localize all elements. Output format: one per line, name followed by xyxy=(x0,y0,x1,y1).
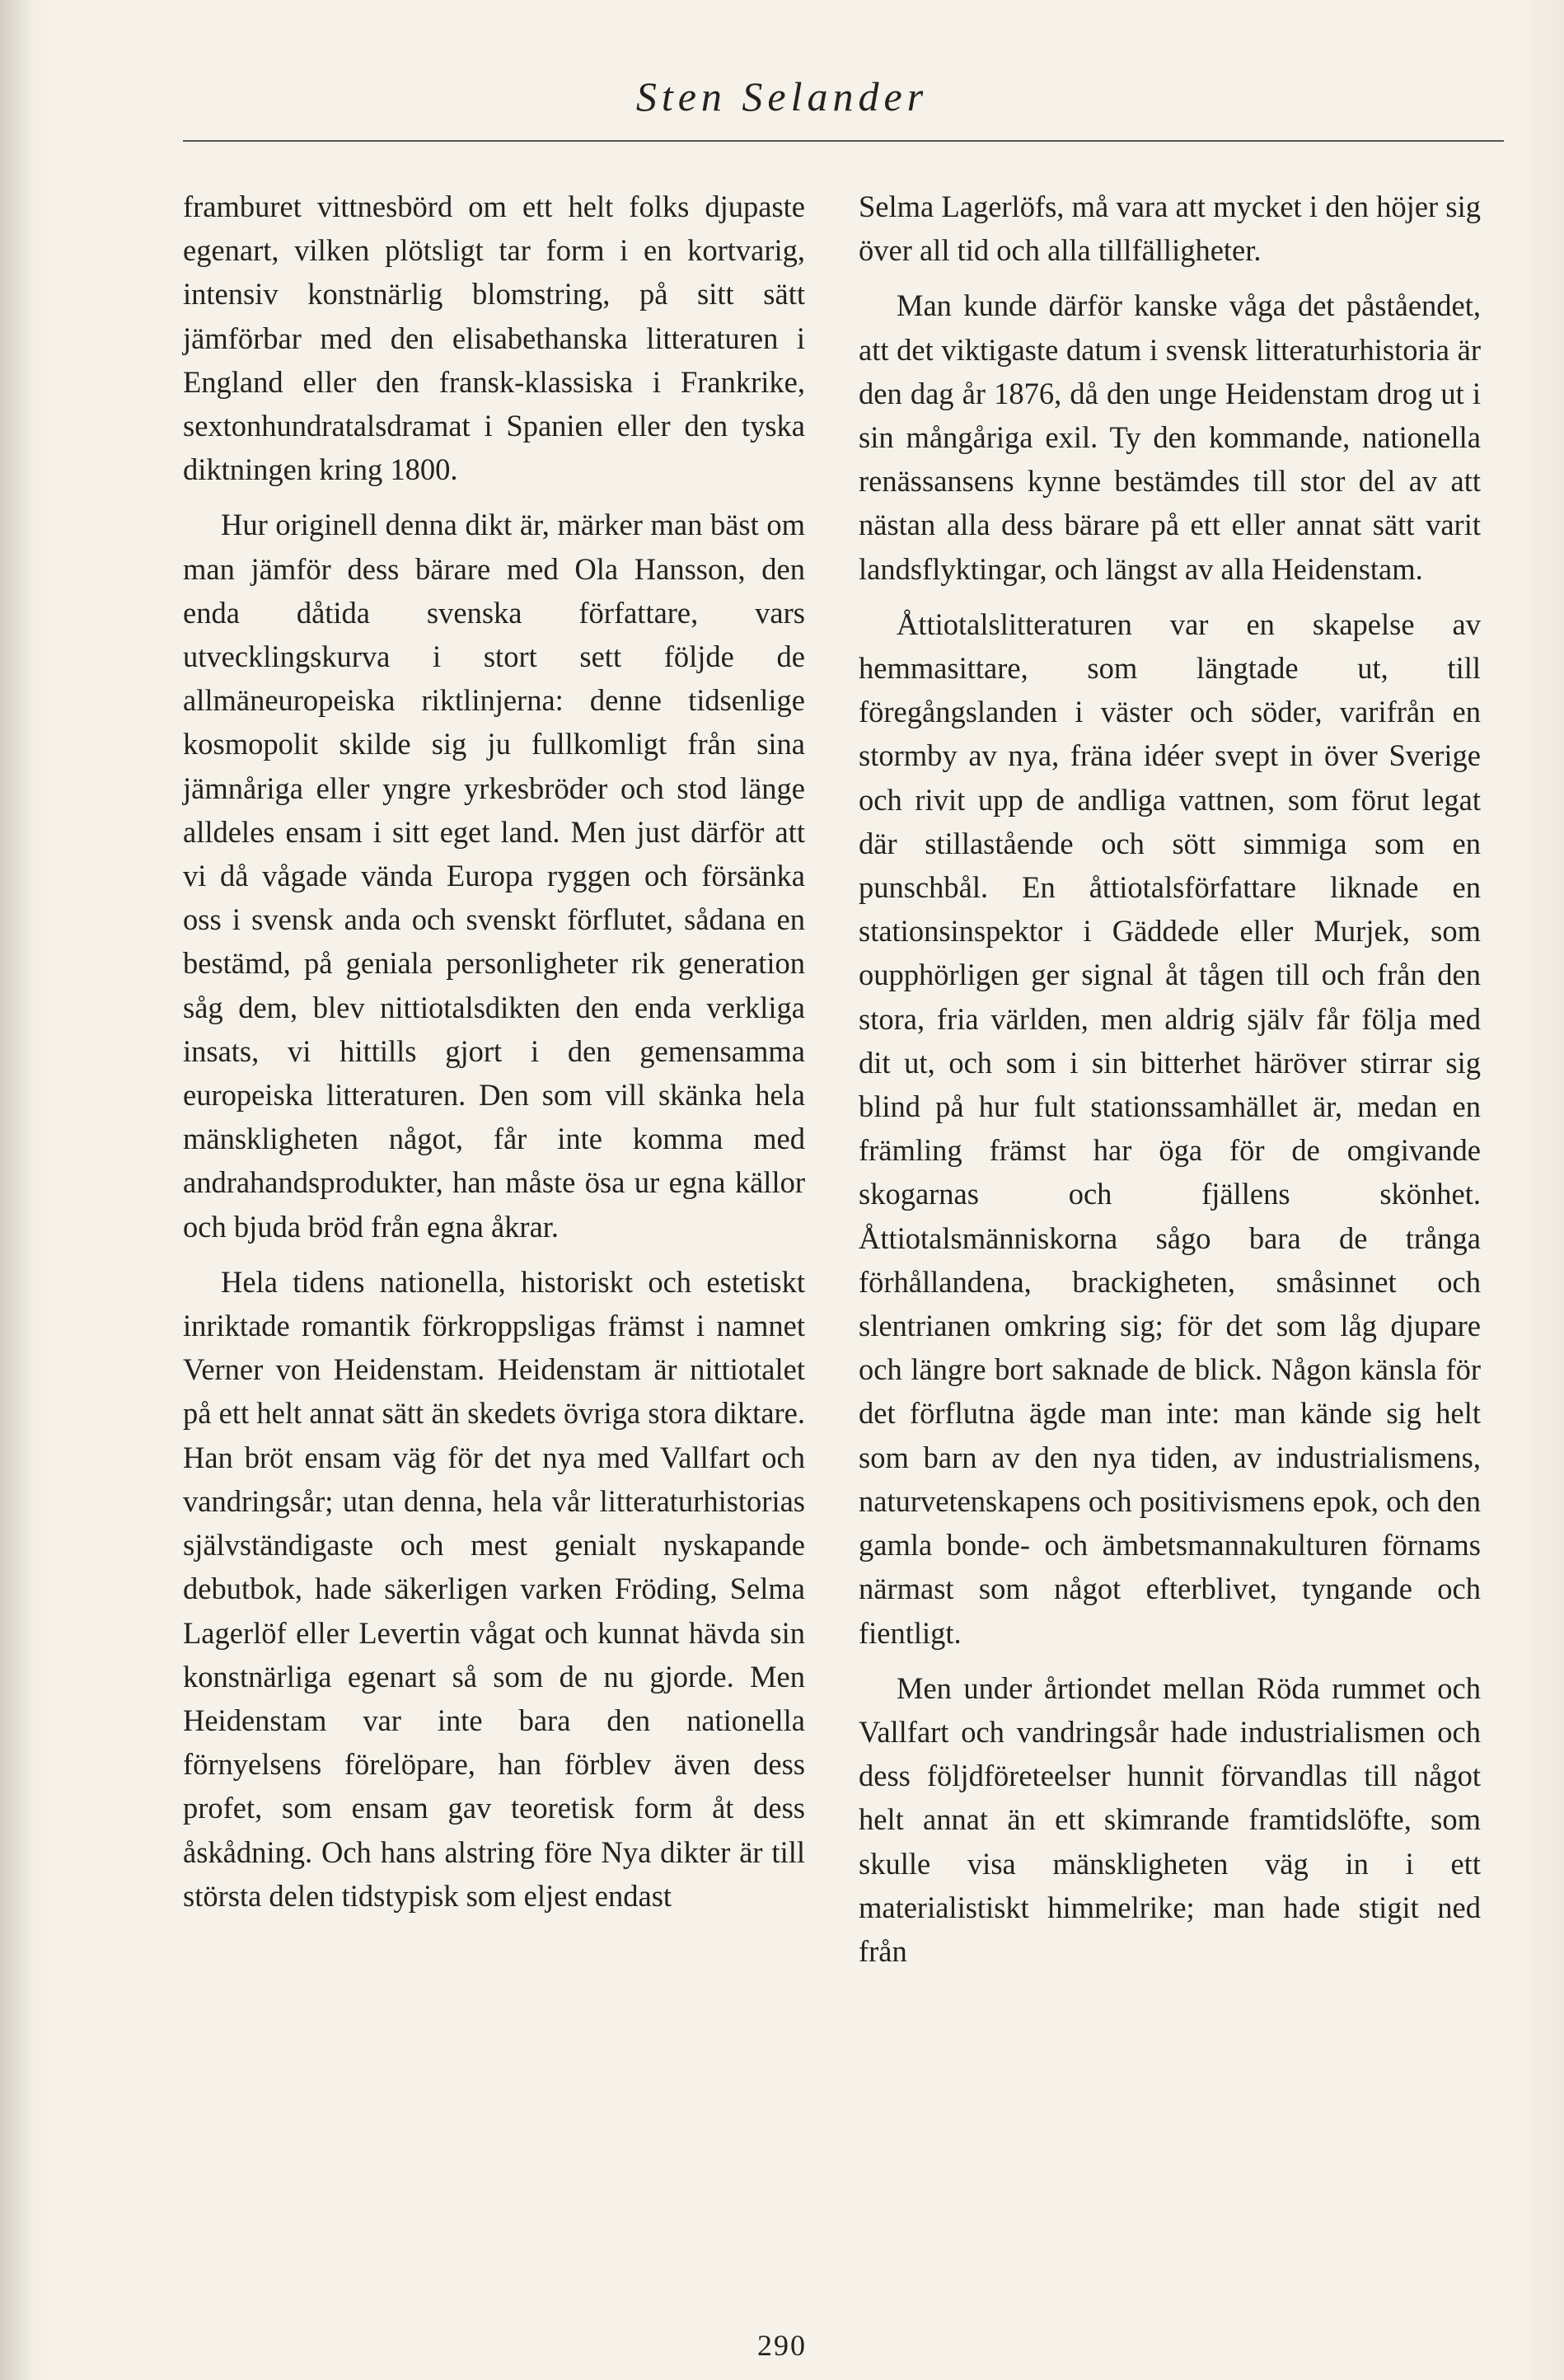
header-rule xyxy=(183,140,1504,142)
page-gutter-shadow xyxy=(0,0,33,2380)
paragraph-lagerlof: Selma Lagerlöfs, må vara att mycket i den höjer sig över all tid och alla tillfälligheter. xyxy=(859,190,1481,268)
paragraph-heidenstam: Hela tidens nationella, historiskt och estetiskt inriktade romantik förkroppsligas främst i namnet Verner von Heidenstam. Heidenstam är nittiotalet på ett helt annat sätt än skedets övriga stora diktare. Han bröt ensam väg för det nya med Vallfart och vandringsår; utan denna, hela vår litteraturhistorias självständigaste och mest genialt nyskapande debutbok, hade säkerligen varken Fröding, Selma Lagerlöf eller Levertin vågat och kunnat hävda sin konstnärliga egenart så som de nu gjorde. Men Heidenstam var inte bara den nationella förnyelsens förelöpare, han förblev även dess profet, som ensam gav teoretisk form åt dess åskådning. Och hans alstring före Nya dikter är till största delen tidstypisk som eljest endast xyxy=(183,1264,805,1913)
running-head: Sten Selander xyxy=(635,73,929,119)
paragraph-industrialism: Men under årtiondet mellan Röda rummet och Vallfart och vandringsår hade industrialismen och dess följdföreteelser hunnit förvandlas till något helt annat än ett skimrande framtidslöfte, som skulle visa mänskligheten väg in i ett materialistiskt himmelrike; man hade stigit ned från xyxy=(859,1670,1481,1968)
page-number: 290 xyxy=(757,2329,807,2362)
paragraph-continuation: framburet vittnesbörd om ett helt folks djupaste egenart, vilken plötsligt tar form i en kortvarig, intensiv konstnärlig blomstring, på sitt sätt jämförbar med den elisabethanska litteraturen i England eller den fransk-klassiska i Frankrike, sextonhundratalsdramat i Spanien eller den tyska diktningen kring 1800. xyxy=(183,190,805,487)
paragraph-attiotal: Åttiotalslitteraturen var en skapelse av hemmasittare, som längtade ut, till föregångslanden i väster och söder, varifrån en stormby av nya, fräna idéer svept in över Sverige och rivit upp de andliga vattnen, som förut legat där stillastående och sött simmiga som en punschbål. En åttiotalsförfattare liknade en stationsinspektor i Gäddede eller Murjek, som oupphörligen ger signal åt tågen till och från den stora, fria världen, men aldrig själv får följa med dit ut, och som i sin bitterhet häröver stirrar sig blind på hur fult stationssamhället är, medan en främling främst har öga för de omgivande skogarnas och fjällens skönhet. Åttiotalsmänniskorna sågo bara de trånga förhållandena, brackigheten, småsinnet och slentrianen omkring sig; för det som låg djupare och längre bort saknade de blick. Någon känsla för det förflutna ägde man inte: man kände sig helt som barn av den nya tiden, av industrialismens, naturvetenskapens och positivismens epok, och den gamla bonde- och ämbetsmannakulturen förnams närmast som något efterblivet, tyngande och fientligt. xyxy=(859,607,1481,1650)
paragraph-exile: Man kunde därför kanske våga det påståendet, att det viktigaste datum i svensk litteraturhistoria är den dag år 1876, då den unge Heidenstam drog ut i sin mångåriga exil. Ty den kommande, nationella renässansens kynne bestämdes till stor del av att nästan alla dess bärare på ett eller annat sätt varit landsflyktingar, och längst av alla Heidenstam. xyxy=(859,288,1481,586)
paragraph-ola-hansson: Hur originell denna dikt är, märker man bäst om man jämför dess bärare med Ola Hansson, den enda dåtida svenska författare, vars utvecklingskurva i stort sett följde de allmäneuropeiska riktlinjerna: denne tidsenlige kosmopolit skilde sig ju fullkomligt från sina jämnåriga eller yngre yrkesbröder och stod länge alldeles ensam i sitt eget land. Men just därför att vi då vågade vända Europa ryggen och försänka oss i svensk anda och svenskt förflutet, sådana en bestämd, på geniala personligheter rik generation såg dem, blev nittiotalsdikten den enda verkliga insats, vi hittills gjort i den gemensamma europeiska litteraturen. Den som vill skänka hela mänskligheten något, får inte komma med andrahandsprodukter, han måste ösa ur egna källor och bjuda bröd från egna åkrar. xyxy=(183,508,805,1244)
left-column xyxy=(183,185,805,1918)
right-column xyxy=(859,185,1481,1973)
